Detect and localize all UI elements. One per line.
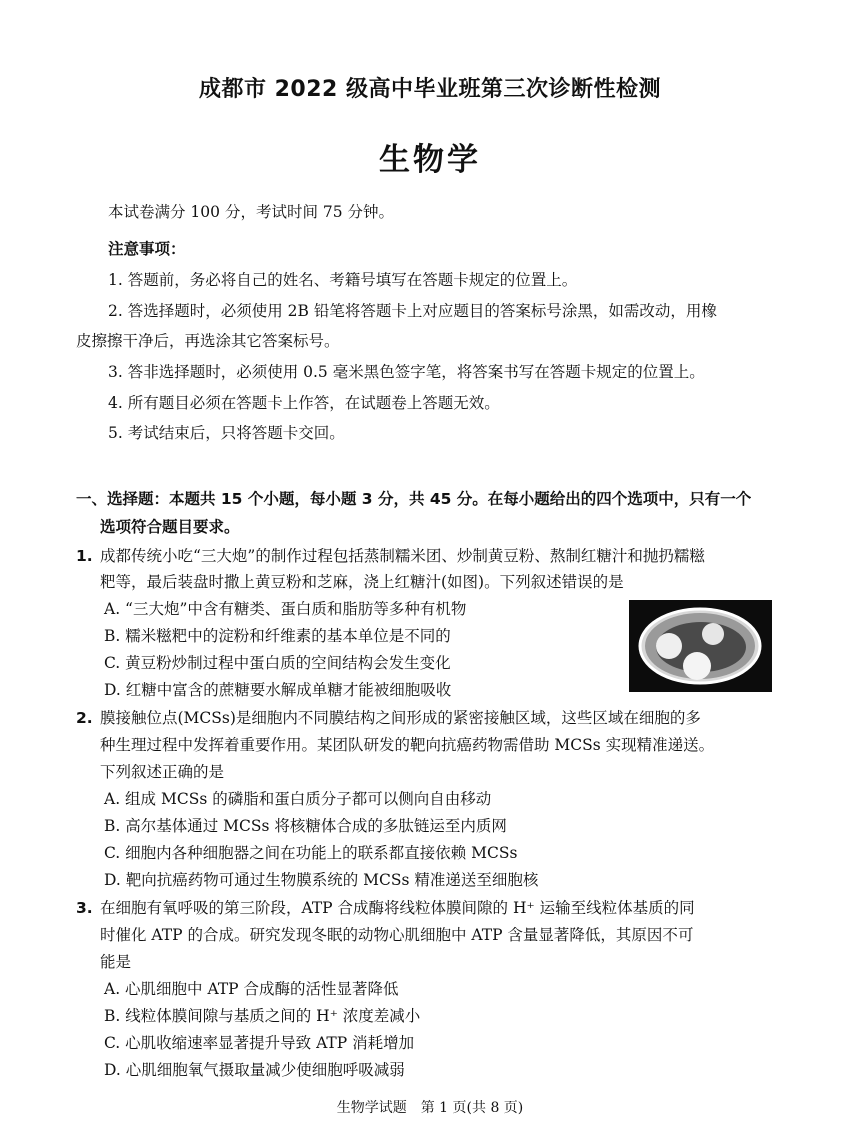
option-d: D. 红糖中富含的蔗糖要水解成单糖才能被细胞吸收 xyxy=(104,681,452,699)
option-b: B. 线粒体膜间隙与基质之间的 H⁺ 浓度差减小 xyxy=(104,1007,421,1025)
question-stem: 下列叙述正确的是 xyxy=(100,763,225,781)
question-number: 3. xyxy=(76,899,93,917)
note-item: 5. 考试结束后，只将答题卡交回。 xyxy=(108,424,345,442)
question-stem: 膜接触位点(MCSs)是细胞内不同膜结构之间形成的紧密接触区域，这些区域在细胞的多 xyxy=(100,709,701,727)
page-footer: 生物学试题 第 1 页(共 8 页) xyxy=(336,1100,524,1116)
section-heading-continued: 选项符合题目要求。 xyxy=(100,518,240,536)
note-item-continued: 皮擦擦干净后，再选涂其它答案标号。 xyxy=(76,332,340,350)
question-stem: 成都传统小吃“三大炮”的制作过程包括蒸制糯米团、炒制黄豆粉、熬制红糖汁和抛扔糯糍 xyxy=(100,547,705,565)
question-stem: 能是 xyxy=(100,953,132,971)
question-stem: 在细胞有氧呼吸的第三阶段，ATP 合成酶将线粒体膜间隙的 H⁺ 运输至线粒体基质的同 xyxy=(100,899,695,917)
option-a: A. 心肌细胞中 ATP 合成酶的活性显著降低 xyxy=(104,980,399,998)
question-stem: 时催化 ATP 的合成。研究发现冬眠的动物心肌细胞中 ATP 含量显著降低，其原因不可 xyxy=(100,926,694,944)
san-da-pao-photo xyxy=(629,600,772,692)
option-a: A. 组成 MCSs 的磷脂和蛋白质分子都可以侧向自由移动 xyxy=(104,790,492,808)
question-stem: 种生理过程中发挥着重要作用。某团队研发的靶向抗癌药物需借助 MCSs 实现精准递送。 xyxy=(100,736,715,754)
option-b: B. 高尔基体通过 MCSs 将核糖体合成的多肽链运至内质网 xyxy=(104,817,507,835)
question-stem: 粑等，最后装盘时撒上黄豆粉和芝麻，浇上红糖汁(如图)。下列叙述错误的是 xyxy=(100,573,624,591)
section-heading: 一、选择题：本题共 15 个小题，每小题 3 分，共 45 分。在每小题给出的四个选项中，只有一个 xyxy=(76,490,752,508)
question-number: 1. xyxy=(76,547,93,565)
note-item: 1. 答题前，务必将自己的姓名、考籍号填写在答题卡规定的位置上。 xyxy=(108,271,578,289)
question-number: 2. xyxy=(76,709,93,727)
notes-heading: 注意事项： xyxy=(108,240,186,258)
note-item: 4. 所有题目必须在答题卡上作答，在试题卷上答题无效。 xyxy=(108,394,500,412)
exam-intro: 本试卷满分 100 分，考试时间 75 分钟。 xyxy=(108,203,395,221)
option-c: C. 细胞内各种细胞器之间在功能上的联系都直接依赖 MCSs xyxy=(104,844,518,862)
note-item: 2. 答选择题时，必须使用 2B 铅笔将答题卡上对应题目的答案标号涂黑，如需改动，用橡 xyxy=(108,302,717,320)
option-c: C. 心肌收缩速率显著提升导致 ATP 消耗增加 xyxy=(104,1034,415,1052)
option-c: C. 黄豆粉炒制过程中蛋白质的空间结构会发生变化 xyxy=(104,654,451,672)
exam-title: 成都市 2022 级高中毕业班第三次诊断性检测 xyxy=(198,77,662,102)
note-item: 3. 答非选择题时，必须使用 0.5 毫米黑色签字笔，将答案书写在答题卡规定的位置上。 xyxy=(108,363,705,381)
option-a: A. “三大炮”中含有糖类、蛋白质和脂肪等多种有机物 xyxy=(104,600,467,618)
option-b: B. 糯米糍粑中的淀粉和纤维素的基本单位是不同的 xyxy=(104,627,451,645)
subject-title: 生物学 xyxy=(379,142,481,178)
option-d: D. 靶向抗癌药物可通过生物膜系统的 MCSs 精准递送至细胞核 xyxy=(104,871,539,889)
option-d: D. 心肌细胞氧气摄取量减少使细胞呼吸减弱 xyxy=(104,1061,405,1079)
